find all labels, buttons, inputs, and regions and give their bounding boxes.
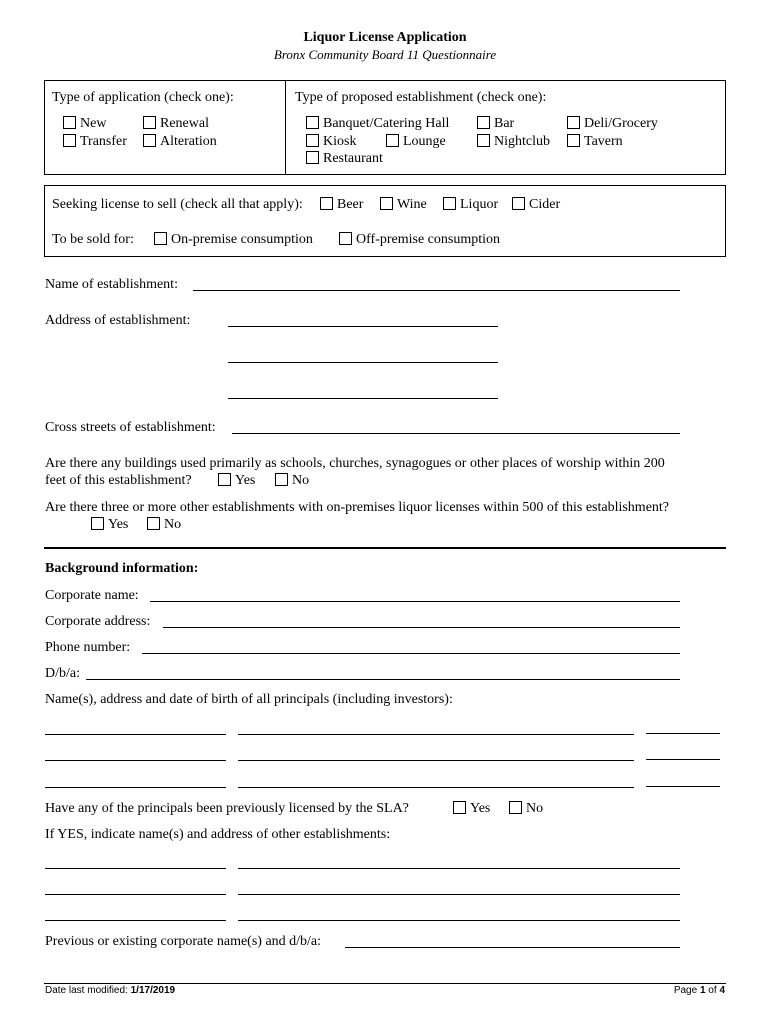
cross-streets-field[interactable] (232, 433, 680, 434)
principal-name-2[interactable] (45, 760, 226, 761)
previous-names-field[interactable] (345, 947, 680, 948)
off-premise-checkbox[interactable] (339, 232, 352, 245)
alteration-label: Alteration (160, 134, 217, 149)
sla-no-label: No (526, 801, 544, 816)
sold-off-premise[interactable] (339, 232, 500, 248)
bar-label: Bar (494, 116, 515, 131)
schools-question-line2: feet of this establishment? (45, 473, 192, 488)
restaurant-checkbox[interactable] (306, 151, 319, 164)
bar-checkbox[interactable] (477, 116, 490, 129)
wine-label: Wine (397, 197, 427, 212)
sold-for-label: To be sold for: (52, 232, 134, 247)
schools-question-line1: Are there any buildings used primarily as schools, churches, synagogues or other places of worship within 200 (45, 456, 665, 471)
alteration-checkbox[interactable] (143, 134, 156, 147)
date-modified-value: 1/17/2019 (130, 985, 176, 996)
est-type-kiosk[interactable] (306, 134, 356, 150)
previous-names-label: Previous or existing corporate name(s) and d/b/a: (45, 934, 322, 949)
schools-yes-checkbox[interactable] (218, 473, 231, 486)
deli-checkbox[interactable] (567, 116, 580, 129)
corporate-name-field[interactable] (150, 601, 680, 602)
schools-yes[interactable] (218, 473, 255, 489)
app-type-alteration[interactable] (143, 134, 217, 150)
corporate-address-label: Corporate address: (45, 614, 151, 629)
est-type-deli[interactable] (567, 116, 658, 132)
transfer-checkbox[interactable] (63, 134, 76, 147)
est-type-nightclub[interactable] (477, 134, 550, 150)
other-est-name-2[interactable] (45, 894, 226, 895)
page-total: 4 (719, 985, 725, 996)
three-est-yes-checkbox[interactable] (91, 517, 104, 530)
section-divider (44, 547, 726, 549)
app-type-renewal[interactable] (143, 116, 209, 132)
transfer-label: Transfer (80, 134, 127, 149)
tavern-label: Tavern (584, 134, 623, 149)
schools-no-label: No (292, 473, 310, 488)
dba-field[interactable] (86, 679, 680, 680)
renewal-checkbox[interactable] (143, 116, 156, 129)
schools-yes-label: Yes (235, 473, 256, 488)
sla-yes-label: Yes (470, 801, 491, 816)
establishment-address-field-3[interactable] (228, 398, 498, 399)
three-est-no-checkbox[interactable] (147, 517, 160, 530)
phone-number-label: Phone number: (45, 640, 131, 655)
establishment-address-label: Address of establishment: (45, 313, 191, 328)
liquor-label: Liquor (460, 197, 499, 212)
sla-yes[interactable] (453, 801, 490, 817)
establishment-name-label: Name of establishment: (45, 277, 178, 292)
phone-number-field[interactable] (142, 653, 680, 654)
kiosk-checkbox[interactable] (306, 134, 319, 147)
renewal-label: Renewal (160, 116, 209, 131)
sla-yes-checkbox[interactable] (453, 801, 466, 814)
if-yes-label: If YES, indicate name(s) and address of other establishments: (45, 827, 391, 842)
banquet-label: Banquet/Catering Hall (323, 116, 450, 131)
sell-wine[interactable] (380, 197, 427, 213)
liquor-checkbox[interactable] (443, 197, 456, 210)
est-type-lounge[interactable] (386, 134, 446, 150)
restaurant-label: Restaurant (323, 151, 383, 166)
other-est-name-3[interactable] (45, 920, 226, 921)
est-type-banquet[interactable] (306, 116, 449, 132)
sell-liquor[interactable] (443, 197, 498, 213)
three-est-yes-label: Yes (108, 517, 129, 532)
establishment-address-field-2[interactable] (228, 362, 498, 363)
new-label: New (80, 116, 107, 131)
three-est-no-label: No (164, 517, 182, 532)
corporate-name-label: Corporate name: (45, 588, 139, 603)
est-type-bar[interactable] (477, 116, 514, 132)
off-premise-label: Off-premise consumption (356, 232, 500, 247)
other-est-name-1[interactable] (45, 868, 226, 869)
banquet-checkbox[interactable] (306, 116, 319, 129)
dba-label: D/b/a: (45, 666, 80, 681)
footer-rule (44, 983, 726, 984)
sell-label: Seeking license to sell (check all that apply): (52, 197, 303, 212)
beer-checkbox[interactable] (320, 197, 333, 210)
page-number (674, 985, 725, 996)
sla-question: Have any of the principals been previously licensed by the SLA? (45, 801, 409, 816)
sla-no-checkbox[interactable] (509, 801, 522, 814)
establishment-type-label: Type of proposed establishment (check one): (295, 90, 547, 105)
other-est-address-2[interactable] (238, 894, 680, 895)
other-est-address-3[interactable] (238, 920, 680, 921)
principals-label: Name(s), address and date of birth of all principals (including investors): (45, 692, 453, 707)
lounge-label: Lounge (403, 134, 446, 149)
kiosk-label: Kiosk (323, 134, 357, 149)
deli-label: Deli/Grocery (584, 116, 658, 131)
box-divider (285, 80, 286, 175)
establishment-address-field-1[interactable] (228, 326, 498, 327)
beer-label: Beer (337, 197, 364, 212)
est-type-tavern[interactable] (567, 134, 623, 150)
page-current: 1 (699, 985, 706, 996)
principal-name-3[interactable] (45, 787, 226, 788)
other-est-address-1[interactable] (238, 868, 680, 869)
corporate-address-field[interactable] (163, 627, 680, 628)
app-type-new[interactable] (63, 116, 106, 132)
on-premise-checkbox[interactable] (154, 232, 167, 245)
est-type-restaurant[interactable] (306, 151, 383, 167)
sla-no[interactable] (509, 801, 543, 817)
cross-streets-label: Cross streets of establishment: (45, 420, 216, 435)
establishment-name-field[interactable] (193, 290, 680, 291)
date-modified (45, 985, 175, 996)
lounge-checkbox[interactable] (386, 134, 399, 147)
new-checkbox[interactable] (63, 116, 76, 129)
principal-address-2[interactable] (238, 760, 634, 761)
page-subtitle: Bronx Community Board 11 Questionnaire (273, 47, 497, 62)
three-establishments-question: Are there three or more other establishments with on-premises liquor licenses within 500 of this establishment? (45, 500, 670, 515)
sell-beer[interactable] (320, 197, 363, 213)
page-title: Liquor License Application (303, 30, 467, 45)
cider-checkbox[interactable] (512, 197, 525, 210)
cider-label: Cider (529, 197, 561, 212)
schools-no-checkbox[interactable] (275, 473, 288, 486)
principal-dob-1[interactable] (646, 733, 720, 734)
page-prefix: Page (673, 985, 700, 996)
tavern-checkbox[interactable] (567, 134, 580, 147)
principal-name-1[interactable] (45, 734, 226, 735)
principal-address-1[interactable] (238, 734, 634, 735)
nightclub-checkbox[interactable] (477, 134, 490, 147)
three-est-no[interactable] (147, 517, 181, 533)
app-type-transfer[interactable] (63, 134, 127, 150)
principal-dob-3[interactable] (646, 786, 720, 787)
application-type-label: Type of application (check one): (52, 90, 234, 105)
wine-checkbox[interactable] (380, 197, 393, 210)
nightclub-label: Nightclub (494, 134, 550, 149)
date-modified-label: Date last modified: (45, 985, 131, 996)
principal-address-3[interactable] (238, 787, 634, 788)
sold-on-premise[interactable] (154, 232, 313, 248)
three-est-yes[interactable] (91, 517, 128, 533)
sell-cider[interactable] (512, 197, 560, 213)
background-heading: Background information: (45, 561, 199, 576)
principal-dob-2[interactable] (646, 759, 720, 760)
on-premise-label: On-premise consumption (171, 232, 313, 247)
schools-no[interactable] (275, 473, 309, 489)
page-mid: of (705, 985, 720, 996)
